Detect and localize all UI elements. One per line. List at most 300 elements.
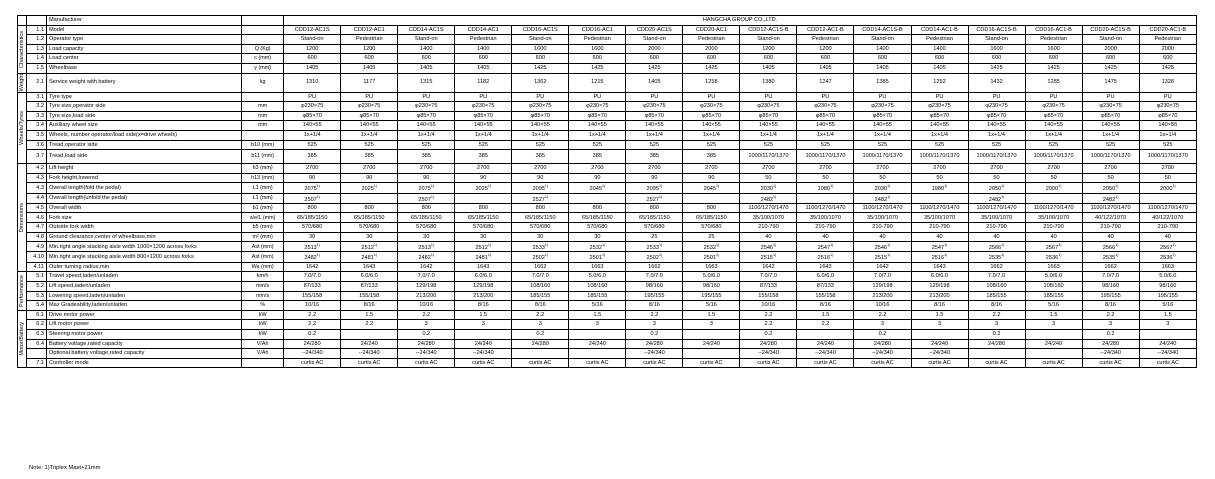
value-text: 1662	[648, 263, 661, 270]
category-label: Performance	[18, 275, 25, 308]
value-text: --24/340	[758, 350, 779, 357]
value-text: 1000/1170/1370	[1090, 153, 1131, 160]
footnote-marker: 1)	[830, 243, 834, 248]
unit-cell: h13 (mm)	[242, 173, 284, 183]
value-text: 195/155	[644, 292, 665, 299]
value-cell	[626, 291, 683, 301]
value-text: 6.0/6.0	[360, 273, 378, 280]
value-cell	[1139, 272, 1196, 282]
value-cell	[683, 183, 740, 193]
value-cell	[512, 25, 569, 35]
blank-cell	[27, 16, 47, 26]
category-performance	[18, 272, 27, 310]
value-cell	[911, 252, 968, 262]
footnote-marker: 1)	[830, 184, 834, 189]
value-text: 2700	[876, 165, 889, 172]
value-text: 195/155	[1157, 292, 1178, 299]
value-cell	[1025, 310, 1082, 320]
value-text: 140×55	[416, 122, 436, 129]
header-row	[18, 16, 1197, 26]
value-cell	[1139, 54, 1196, 64]
value-text: 1642	[305, 263, 319, 270]
parameter-label: Overall width	[47, 203, 242, 213]
value-text: 2502	[646, 255, 659, 262]
value-cell	[398, 320, 455, 330]
value-cell	[968, 232, 1025, 242]
value-cell	[284, 310, 341, 320]
value-cell	[398, 193, 455, 203]
value-cell	[1139, 44, 1196, 54]
value-text: 1247	[819, 79, 832, 86]
value-text: 525	[991, 141, 1002, 148]
value-text: 2700	[591, 165, 604, 172]
value-cell	[626, 301, 683, 311]
value-cell	[683, 310, 740, 320]
value-text: 3	[1109, 321, 1113, 328]
value-text: curtis AC	[643, 359, 666, 366]
value-cell	[1025, 349, 1082, 359]
value-text: Stand-on	[300, 36, 324, 43]
value-cell	[569, 140, 626, 150]
value-text: 2700	[933, 165, 946, 172]
value-cell	[455, 281, 512, 291]
parameter-label: Ground clearance,center of wheelbase,min	[47, 232, 242, 242]
value-text: φ85×70	[758, 112, 779, 119]
value-text: 140×55	[530, 122, 550, 129]
value-text: 2700	[1047, 165, 1060, 172]
value-cell	[1025, 73, 1082, 92]
value-text: φ85×70	[1158, 112, 1178, 119]
value-cell	[398, 310, 455, 320]
footnote-marker: 1)	[773, 194, 777, 199]
value-cell	[911, 262, 968, 272]
value-cell	[569, 102, 626, 112]
value-cell	[968, 44, 1025, 54]
value-cell	[854, 310, 911, 320]
value-text: 185/155	[986, 292, 1007, 299]
value-text: 1662	[534, 263, 547, 270]
value-cell	[1139, 63, 1196, 73]
value-text: CDD20-AC1-B	[1149, 26, 1187, 33]
unit-cell: L1 (mm)	[242, 183, 284, 193]
value-cell	[797, 73, 854, 92]
value-cell	[797, 310, 854, 320]
unit-cell: mm	[242, 121, 284, 131]
value-text: 1x+1/4	[931, 132, 948, 139]
value-cell	[569, 320, 626, 330]
value-text: 600	[1105, 55, 1116, 62]
value-cell	[854, 358, 911, 368]
category-label: Weight	[18, 73, 25, 92]
value-text: 6.0/6.0	[816, 273, 834, 280]
value-text: 1x+1/4	[360, 132, 378, 139]
value-text: 2.2	[992, 311, 1001, 318]
value-text: 1182	[477, 79, 490, 86]
unit-cell: b1 (mm)	[242, 203, 284, 213]
value-text: φ230×75	[300, 103, 324, 110]
value-text: --24/340	[815, 350, 836, 357]
value-cell	[1139, 35, 1196, 45]
row-number: 4.3	[27, 173, 47, 183]
value-text: 7.0/7.0	[303, 273, 321, 280]
value-text: 1328	[1161, 79, 1175, 86]
value-text: 1100/1270/1470	[862, 204, 903, 211]
value-text: 1177	[363, 79, 376, 86]
row-number: 4.5	[27, 203, 47, 213]
value-cell	[968, 111, 1025, 121]
value-cell	[626, 102, 683, 112]
row-number: 5.2	[27, 281, 47, 291]
value-text: 3	[1166, 321, 1170, 328]
value-text: 2700	[420, 165, 433, 172]
parameter-label: Load capacity	[47, 44, 242, 54]
value-cell	[683, 140, 740, 150]
value-cell	[911, 111, 968, 121]
category-wheels-tyres	[18, 92, 27, 164]
spec-row	[18, 232, 1197, 242]
value-cell	[341, 193, 398, 203]
value-cell	[740, 140, 797, 150]
value-cell	[1025, 320, 1082, 330]
value-text: 3	[538, 321, 542, 328]
value-cell	[1025, 232, 1082, 242]
value-cell	[1025, 183, 1082, 193]
value-text: 2.2	[308, 311, 317, 318]
value-text: φ230×75	[700, 103, 723, 110]
row-number: 4.4	[27, 193, 47, 203]
value-cell	[284, 339, 341, 349]
value-text: 1.5	[821, 311, 830, 318]
row-number: 4.9	[27, 242, 47, 252]
value-text: 50	[1050, 174, 1057, 181]
value-cell	[1082, 339, 1139, 349]
value-cell	[1025, 150, 1082, 164]
row-number: 1.3	[27, 44, 47, 54]
value-cell	[1082, 203, 1139, 213]
value-cell	[797, 358, 854, 368]
value-text: 24/280	[873, 340, 892, 347]
value-cell	[1025, 242, 1082, 252]
value-cell	[797, 329, 854, 339]
parameter-label: Wheelbase	[47, 63, 242, 73]
footnote-marker: 1)	[430, 243, 435, 248]
value-text: 525	[478, 141, 488, 148]
value-text: 3	[481, 321, 485, 328]
value-cell	[1082, 25, 1139, 35]
value-text: --24/340	[358, 350, 380, 357]
category-dimensions	[18, 164, 27, 272]
value-cell	[854, 242, 911, 252]
value-text: 525	[1048, 141, 1059, 148]
value-cell	[398, 73, 455, 92]
value-cell	[911, 173, 968, 183]
value-text: PU	[935, 93, 944, 100]
row-number: 1.5	[27, 63, 47, 73]
value-text: 24/240	[1045, 340, 1063, 347]
value-text: 2700	[648, 165, 661, 172]
value-text: 1432	[990, 79, 1003, 86]
value-cell	[911, 121, 968, 131]
value-text: 90	[708, 174, 715, 181]
value-cell	[1082, 320, 1139, 330]
value-cell	[512, 301, 569, 311]
value-text: 98/160	[702, 283, 720, 290]
value-cell	[740, 213, 797, 223]
value-cell	[341, 203, 398, 213]
value-cell	[455, 301, 512, 311]
value-cell	[455, 44, 512, 54]
value-cell	[512, 150, 569, 164]
row-number: 5.1	[27, 272, 47, 282]
value-text: 108/160	[1043, 283, 1064, 290]
value-text: 35/100/1070	[980, 214, 1013, 221]
value-text: φ230×75	[1099, 103, 1122, 110]
value-cell	[626, 281, 683, 291]
row-number: 3.2	[27, 102, 47, 112]
value-cell	[626, 130, 683, 140]
value-text: 8/16	[1105, 302, 1117, 309]
value-cell	[968, 203, 1025, 213]
value-cell	[284, 262, 341, 272]
value-text: 90	[366, 174, 373, 181]
value-text: 1405	[876, 65, 889, 72]
unit-cell: kg	[242, 73, 284, 92]
value-cell	[626, 252, 683, 262]
value-text: 50	[1107, 174, 1114, 181]
value-text: --24/340	[1157, 350, 1179, 357]
value-cell	[683, 173, 740, 183]
value-text: 140×55	[359, 122, 379, 129]
value-text: 2.2	[422, 311, 431, 318]
value-cell	[1082, 281, 1139, 291]
value-cell	[398, 291, 455, 301]
value-text: 24/240	[474, 340, 492, 347]
value-cell	[455, 203, 512, 213]
value-text: 30	[537, 233, 544, 240]
value-text: 525	[364, 141, 374, 148]
row-number	[27, 349, 47, 359]
value-text: 2.2	[308, 321, 317, 328]
value-cell	[569, 213, 626, 223]
value-cell	[398, 223, 455, 233]
row-number: 3.5	[27, 130, 47, 140]
footnote-marker: 1)	[658, 243, 663, 248]
value-text: 5/16	[1162, 302, 1174, 309]
footnote-marker: 1)	[1115, 184, 1119, 189]
value-cell	[1025, 44, 1082, 54]
value-cell	[1139, 25, 1196, 35]
parameter-label: Steering motor power	[47, 329, 242, 339]
value-text: 185/155	[1043, 292, 1064, 299]
value-text: φ85×70	[359, 112, 379, 119]
value-cell	[1025, 63, 1082, 73]
spec-row	[18, 358, 1197, 368]
value-text: 3	[994, 321, 999, 328]
value-text: PU	[536, 93, 545, 100]
value-text: 1000/1170/1370	[1033, 153, 1074, 160]
value-text: 2482	[760, 196, 774, 203]
value-text: 10/16	[305, 302, 320, 309]
value-text: 140×55	[302, 122, 322, 129]
footnote-marker: 1)	[658, 184, 663, 189]
value-text: 1380	[762, 79, 775, 86]
parameter-label: Min.right angle stacking aisle width 1000×1200 across forks	[47, 242, 242, 252]
unit-cell: s/e/L (mm)	[242, 213, 284, 223]
value-text: 1.5	[707, 311, 716, 318]
value-text: 1662	[990, 263, 1003, 270]
spec-row	[18, 242, 1197, 252]
value-text: Pedestrian	[583, 36, 611, 43]
value-cell	[398, 252, 455, 262]
value-cell	[626, 164, 683, 174]
parameter-label: Operator type	[47, 35, 242, 45]
value-cell	[911, 183, 968, 193]
value-text: 1405	[648, 79, 661, 86]
spec-row	[18, 54, 1197, 64]
value-cell	[284, 35, 341, 45]
value-text: 24/280	[417, 340, 435, 347]
value-text: 24/240	[1159, 340, 1177, 347]
value-cell	[1025, 54, 1082, 64]
value-text: Pedestrian	[355, 36, 383, 43]
value-text: 600	[1163, 55, 1173, 62]
footnote-marker: 1)	[373, 253, 378, 258]
spec-row	[18, 203, 1197, 213]
value-cell	[512, 102, 569, 112]
value-text: 570/680	[701, 224, 722, 231]
value-text: 65/185/1150	[696, 214, 727, 221]
value-cell	[683, 203, 740, 213]
value-text: 5/16	[705, 302, 717, 309]
value-cell	[341, 232, 398, 242]
value-text: 5.0/6.0	[702, 273, 720, 280]
value-text: 1425	[648, 65, 661, 72]
value-text: --24/340	[643, 350, 665, 357]
value-text: 1663	[1047, 263, 1060, 270]
spec-row	[18, 35, 1197, 45]
value-cell	[284, 291, 341, 301]
value-cell	[683, 291, 740, 301]
value-cell	[341, 242, 398, 252]
value-cell	[911, 358, 968, 368]
value-cell	[683, 150, 740, 164]
value-text: 40	[936, 233, 943, 240]
value-cell	[284, 183, 341, 193]
value-text: φ85×70	[587, 112, 607, 119]
value-cell	[683, 349, 740, 359]
value-text: 2700	[1104, 165, 1117, 172]
value-cell	[911, 339, 968, 349]
value-text: φ85×70	[416, 112, 436, 119]
value-cell	[284, 73, 341, 92]
value-text: 1200	[362, 45, 376, 52]
value-cell	[341, 164, 398, 174]
value-text: Pedestrian	[1154, 36, 1182, 43]
row-number: 6.3	[27, 329, 47, 339]
value-text: 2.2	[764, 321, 773, 328]
unit-cell: kW	[242, 310, 284, 320]
row-number: 1.4	[27, 54, 47, 64]
value-cell	[854, 92, 911, 102]
value-text: 1.5	[593, 311, 602, 318]
value-text: 40	[1107, 233, 1114, 240]
value-cell	[626, 183, 683, 193]
value-cell	[455, 63, 512, 73]
value-cell	[683, 164, 740, 174]
unit-cell: Wa (mm)	[242, 262, 284, 272]
value-cell	[683, 121, 740, 131]
value-text: 525	[307, 141, 317, 148]
value-cell	[512, 92, 569, 102]
unit-cell: %	[242, 301, 284, 311]
value-cell	[1025, 92, 1082, 102]
value-text: 1200	[819, 45, 832, 52]
value-cell	[1139, 232, 1196, 242]
value-cell	[854, 140, 911, 150]
value-cell	[1025, 252, 1082, 262]
value-cell	[626, 262, 683, 272]
footnote-marker: 1)	[1058, 184, 1062, 189]
value-cell	[911, 281, 968, 291]
value-cell	[1082, 310, 1139, 320]
value-cell	[569, 291, 626, 301]
value-cell	[455, 173, 512, 183]
value-cell	[284, 173, 341, 183]
value-cell	[968, 73, 1025, 92]
value-cell	[512, 358, 569, 368]
row-number: 4.6	[27, 213, 47, 223]
value-cell	[1082, 213, 1139, 223]
value-cell	[1082, 150, 1139, 164]
value-cell	[1139, 358, 1196, 368]
spec-table	[17, 15, 1197, 368]
spec-row	[18, 164, 1197, 174]
value-cell	[284, 320, 341, 330]
value-text: Stand-on	[528, 36, 552, 43]
footnote-marker: 1)	[944, 243, 948, 248]
value-text: 1100/1270/1470	[976, 204, 1017, 211]
value-text: 1000/1170/1370	[748, 153, 789, 160]
value-text: 1315	[420, 79, 433, 86]
value-text: 1200	[762, 45, 775, 52]
value-cell	[1025, 102, 1082, 112]
value-text: 600	[991, 55, 1002, 62]
value-text: 800	[649, 204, 660, 211]
value-cell	[1025, 193, 1082, 203]
value-text: 1643	[362, 263, 376, 270]
value-text: 2513	[418, 245, 431, 252]
value-text: 90	[537, 174, 544, 181]
value-cell	[341, 329, 398, 339]
value-text: Stand-on	[985, 36, 1008, 43]
value-cell	[683, 223, 740, 233]
value-cell	[626, 111, 683, 121]
value-text: 525	[535, 141, 545, 148]
value-cell	[1139, 183, 1196, 193]
value-text: 1405	[420, 65, 433, 72]
footnote-marker: 1)	[601, 184, 606, 189]
value-cell	[1025, 213, 1082, 223]
value-text: 108/160	[530, 283, 551, 290]
value-cell	[341, 54, 398, 64]
value-text: 1600	[591, 45, 604, 52]
value-cell	[968, 252, 1025, 262]
value-cell	[1139, 281, 1196, 291]
value-text: 1x+1/4	[531, 132, 549, 139]
value-text: 98/160	[1102, 283, 1120, 290]
value-text: φ85×70	[872, 112, 893, 119]
value-cell	[911, 44, 968, 54]
